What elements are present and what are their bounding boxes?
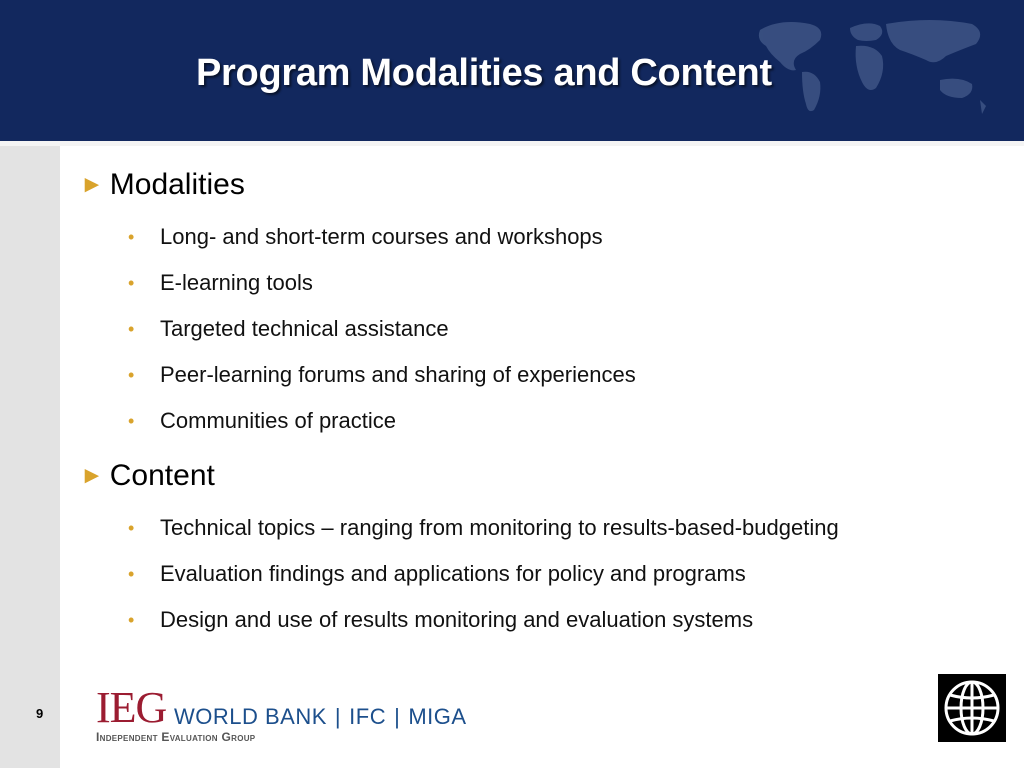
triangle-bullet-icon: ►: [80, 462, 104, 489]
org-world-bank: WORLD BANK: [174, 704, 327, 729]
section-heading-text: Modalities: [109, 168, 245, 201]
list-item-text: Long- and short-term courses and workshops: [160, 224, 603, 249]
org-miga: MIGA: [408, 704, 467, 729]
list-item: [128, 515, 839, 561]
header-banner: [0, 0, 1024, 141]
list-item-text: Communities of practice: [160, 408, 396, 433]
world-map-graphic: [740, 10, 1000, 120]
list-item-text: Technical topics – ranging from monitoring to results-based-budgeting: [160, 515, 839, 540]
list-item: [128, 224, 636, 270]
modalities-list: [128, 224, 636, 454]
list-item: [128, 362, 636, 408]
globe-icon: [938, 674, 1006, 742]
list-item-text: Evaluation findings and applications for policy and programs: [160, 561, 746, 586]
list-item-text: Targeted technical assistance: [160, 316, 449, 341]
bullet-dot-icon: •: [128, 411, 135, 431]
org-ifc: IFC: [349, 704, 387, 729]
bullet-dot-icon: •: [128, 319, 135, 339]
section-heading-content: [80, 459, 215, 493]
list-item-text: Design and use of results monitoring and evaluation systems: [160, 607, 754, 632]
content-panel: [60, 146, 1024, 768]
bullet-dot-icon: •: [128, 227, 135, 247]
section-heading-text: Content: [109, 459, 215, 492]
page-number: 9: [36, 706, 44, 721]
bullet-dot-icon: •: [128, 365, 135, 385]
bullet-dot-icon: •: [128, 518, 135, 538]
org-divider: |: [334, 704, 342, 729]
list-item: [128, 607, 839, 653]
bullet-dot-icon: •: [128, 273, 135, 293]
list-item: [128, 408, 636, 454]
list-item: [128, 561, 839, 607]
list-item-text: Peer-learning forums and sharing of experiences: [160, 362, 636, 387]
triangle-bullet-icon: ►: [80, 171, 104, 198]
slide-title: Program Modalities and Content: [196, 52, 772, 94]
org-names: [174, 704, 467, 730]
list-item: [128, 270, 636, 316]
ieg-wordmark: IEG: [96, 683, 167, 732]
ieg-subtitle: Independent Evaluation Group: [96, 730, 256, 744]
list-item: [128, 316, 636, 362]
org-divider: |: [394, 704, 401, 729]
bullet-dot-icon: •: [128, 610, 135, 630]
list-item-text: E-learning tools: [160, 270, 313, 295]
content-list: [128, 515, 839, 653]
bullet-dot-icon: •: [128, 564, 135, 584]
section-heading-modalities: [80, 168, 245, 202]
world-bank-globe-logo: [938, 674, 1006, 742]
